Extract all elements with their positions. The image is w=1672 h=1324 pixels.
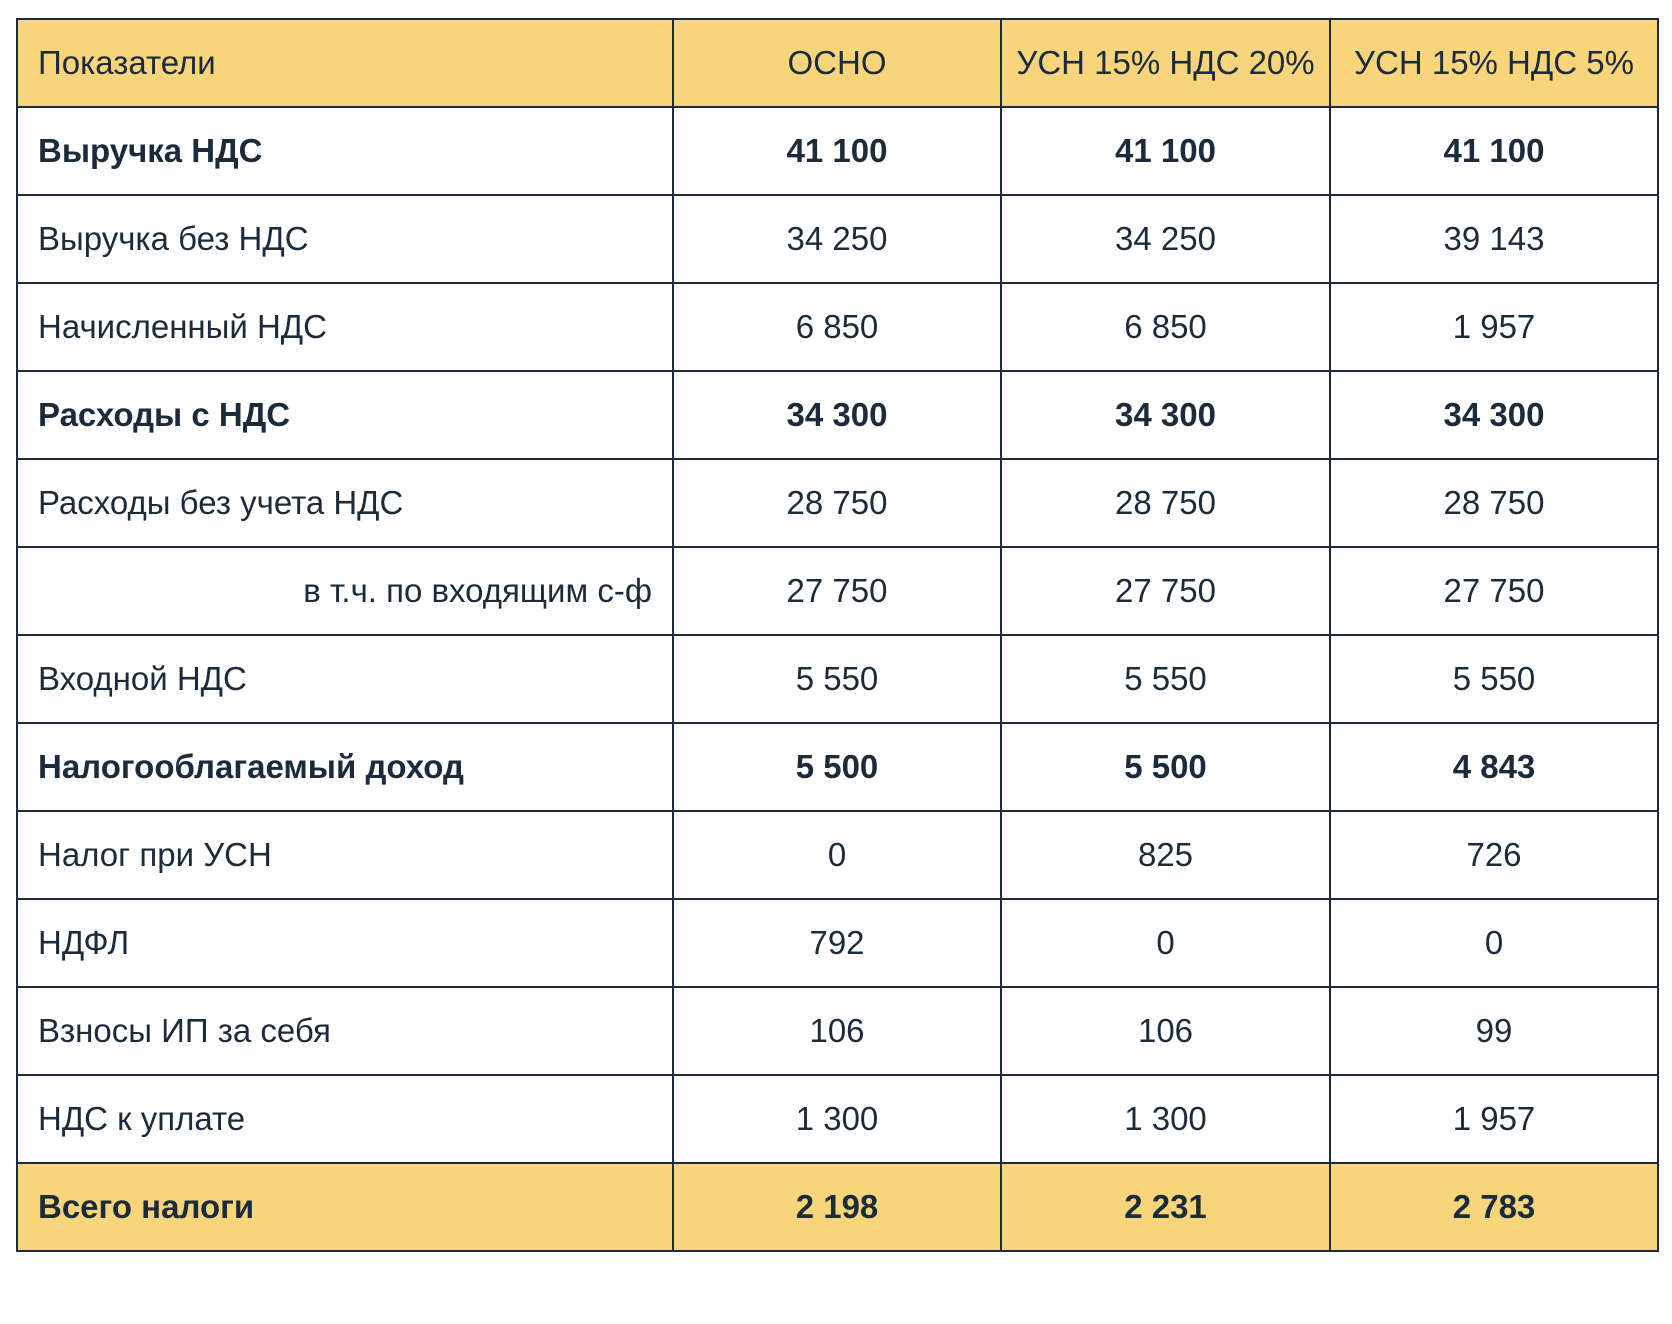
row-label: Взносы ИП за себя [17, 987, 673, 1075]
table-row [17, 723, 1658, 811]
usn-vat20-value: 6 850 [1001, 283, 1330, 371]
row-label: Налог при УСН [17, 811, 673, 899]
osno-value: 5 550 [673, 635, 1001, 723]
table-body [17, 107, 1658, 1251]
usn-vat5-value: 39 143 [1330, 195, 1658, 283]
table-row [17, 283, 1658, 371]
osno-value: 1 300 [673, 1075, 1001, 1163]
osno-value: 792 [673, 899, 1001, 987]
header-indicators: Показатели [17, 19, 673, 107]
osno-value: 34 250 [673, 195, 1001, 283]
tax-comparison-table-wrap [16, 18, 1657, 1252]
usn-vat5-value: 41 100 [1330, 107, 1658, 195]
header-usn-vat20: УСН 15% НДС 20% [1001, 19, 1330, 107]
table-row [17, 635, 1658, 723]
usn-vat20-value: 106 [1001, 987, 1330, 1075]
row-label: Расходы с НДС [17, 371, 673, 459]
usn-vat20-value: 27 750 [1001, 547, 1330, 635]
usn-vat20-value: 5 550 [1001, 635, 1330, 723]
usn-vat5-value: 1 957 [1330, 1075, 1658, 1163]
row-label: в т.ч. по входящим с-ф [17, 547, 673, 635]
table-row [17, 371, 1658, 459]
table-row [17, 459, 1658, 547]
usn-vat20-value: 2 231 [1001, 1163, 1330, 1251]
table-row [17, 195, 1658, 283]
usn-vat20-value: 825 [1001, 811, 1330, 899]
table-row [17, 1163, 1658, 1251]
usn-vat5-value: 5 550 [1330, 635, 1658, 723]
table-row [17, 107, 1658, 195]
usn-vat5-value: 4 843 [1330, 723, 1658, 811]
row-label: Расходы без учета НДС [17, 459, 673, 547]
osno-value: 41 100 [673, 107, 1001, 195]
usn-vat20-value: 0 [1001, 899, 1330, 987]
usn-vat5-value: 726 [1330, 811, 1658, 899]
row-label: НДФЛ [17, 899, 673, 987]
row-label: Всего налоги [17, 1163, 673, 1251]
table-row [17, 1075, 1658, 1163]
osno-value: 28 750 [673, 459, 1001, 547]
osno-value: 27 750 [673, 547, 1001, 635]
table-header-row [17, 19, 1658, 107]
osno-value: 5 500 [673, 723, 1001, 811]
table-row [17, 547, 1658, 635]
usn-vat20-value: 34 250 [1001, 195, 1330, 283]
usn-vat5-value: 0 [1330, 899, 1658, 987]
usn-vat5-value: 27 750 [1330, 547, 1658, 635]
usn-vat20-value: 28 750 [1001, 459, 1330, 547]
table-row [17, 811, 1658, 899]
usn-vat20-value: 1 300 [1001, 1075, 1330, 1163]
table-row [17, 899, 1658, 987]
row-label: НДС к уплате [17, 1075, 673, 1163]
header-osno: ОСНО [673, 19, 1001, 107]
osno-value: 2 198 [673, 1163, 1001, 1251]
row-label: Выручка без НДС [17, 195, 673, 283]
osno-value: 6 850 [673, 283, 1001, 371]
usn-vat20-value: 34 300 [1001, 371, 1330, 459]
row-label: Налогооблагаемый доход [17, 723, 673, 811]
osno-value: 34 300 [673, 371, 1001, 459]
usn-vat20-value: 5 500 [1001, 723, 1330, 811]
osno-value: 106 [673, 987, 1001, 1075]
row-label: Выручка НДС [17, 107, 673, 195]
usn-vat5-value: 28 750 [1330, 459, 1658, 547]
tax-comparison-table [16, 18, 1659, 1252]
osno-value: 0 [673, 811, 1001, 899]
usn-vat20-value: 41 100 [1001, 107, 1330, 195]
table-row [17, 987, 1658, 1075]
usn-vat5-value: 99 [1330, 987, 1658, 1075]
row-label: Входной НДС [17, 635, 673, 723]
usn-vat5-value: 34 300 [1330, 371, 1658, 459]
usn-vat5-value: 1 957 [1330, 283, 1658, 371]
header-usn-vat5: УСН 15% НДС 5% [1330, 19, 1658, 107]
row-label: Начисленный НДС [17, 283, 673, 371]
usn-vat5-value: 2 783 [1330, 1163, 1658, 1251]
